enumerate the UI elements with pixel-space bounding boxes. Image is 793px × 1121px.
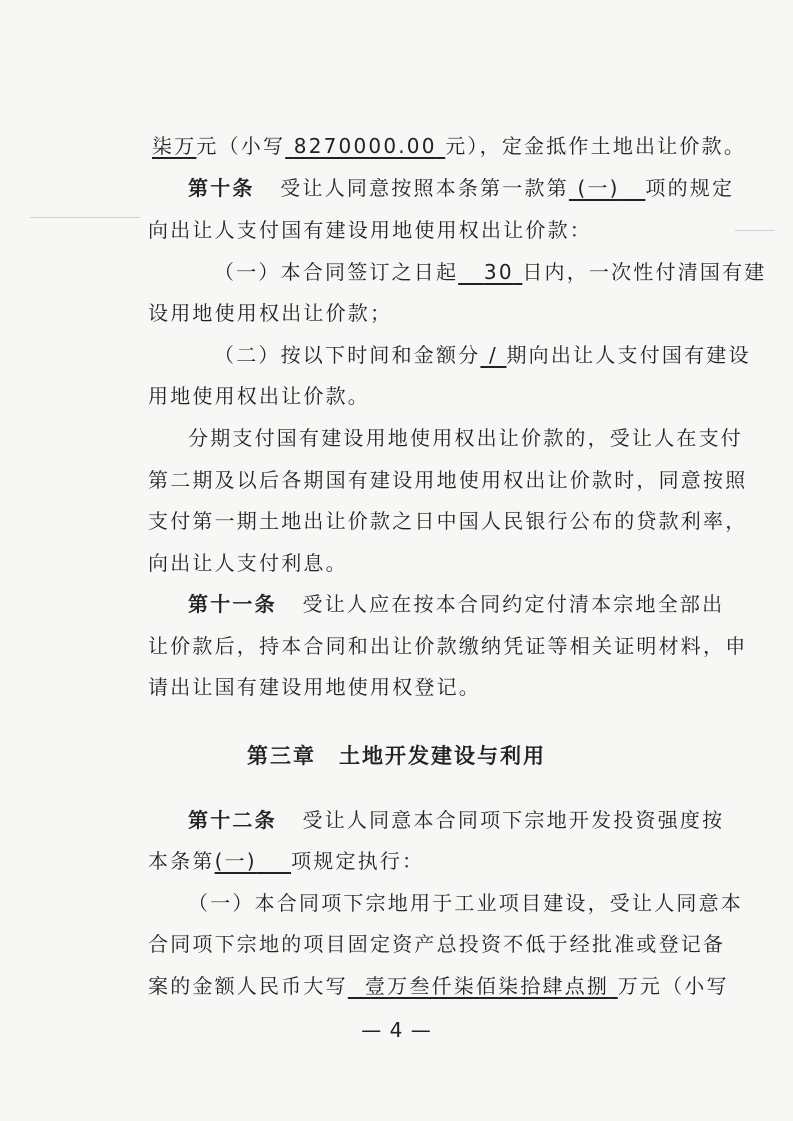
text-line-14: 请出让国有建设用地使用权登记。 bbox=[148, 675, 481, 699]
article-11-heading-line: 第十一条 受让人应在按本合同约定付清本宗地全部出 bbox=[188, 592, 725, 616]
article-12-heading-line: 第十二条 受让人同意本合同项下宗地开发投资强度按 bbox=[188, 808, 725, 832]
text-line-11: 向出让人支付利息。 bbox=[148, 551, 348, 575]
article-10-heading-line: 第十条 受让人同意按照本条第一款第 (一) 项的规定 bbox=[188, 176, 735, 200]
page-number: — 4 — bbox=[361, 1018, 432, 1042]
text-line-7: 用地使用权出让价款。 bbox=[148, 384, 370, 408]
text-line-3: 向出让人支付国有建设用地使用权出让价款： bbox=[148, 218, 592, 242]
text-line-6: （二）按以下时间和金额分 / 期向出让人支付国有建设 bbox=[214, 343, 751, 367]
text-line-1 bbox=[152, 132, 746, 160]
text-line-9: 第二期及以后各期国有建设用地使用权出让价款时，同意按照 bbox=[148, 468, 748, 492]
text-line-5: 设用地使用权出让价款； bbox=[148, 301, 393, 325]
underlined-amount-chinese: 柒万 bbox=[152, 134, 197, 158]
article-10-number: 第十条 bbox=[188, 176, 255, 200]
scan-mark-left bbox=[30, 217, 140, 218]
text-segment: 元（小写 bbox=[196, 134, 286, 158]
scan-mark-right bbox=[735, 230, 775, 231]
text-line-8: 分期支付国有建设用地使用权出让价款的，受让人在支付 bbox=[188, 426, 743, 450]
underlined-investment-amount: 壹万叁仟柒佰柒拾肆点捌 bbox=[364, 974, 610, 998]
article-11-number: 第十一条 bbox=[188, 592, 277, 616]
underlined-option-2: (一) bbox=[214, 849, 257, 873]
article-12-number: 第十二条 bbox=[188, 808, 277, 832]
text-line-13: 让价款后，持本合同和出让价款缴纳凭证等相关证明材料，申 bbox=[148, 634, 748, 658]
text-line-17: （一）本合同项下宗地用于工业项目建设，受让人同意本 bbox=[188, 891, 743, 915]
text-line-4: （一）本合同签订之日起 30 日内，一次性付清国有建 bbox=[214, 260, 767, 284]
underlined-days: 30 bbox=[483, 260, 514, 284]
underlined-option: (一) bbox=[577, 176, 620, 200]
text-line-10: 支付第一期土地出让价款之日中国人民银行公布的贷款利率， bbox=[148, 509, 748, 533]
underlined-installments: / bbox=[488, 343, 498, 367]
chapter-title: 第三章 土地开发建设与利用 bbox=[247, 744, 546, 768]
text-line-19: 案的金额人民币大写 壹万叁仟柒佰柒拾肆点捌 万元（小写 bbox=[148, 974, 729, 998]
underlined-amount-number: 8270000.00 bbox=[293, 134, 437, 158]
text-segment: 元），定金抵作土地出让价款。 bbox=[445, 134, 747, 158]
text-line-16: 本条第(一) 项规定执行： bbox=[148, 849, 425, 873]
text-line-18: 合同项下宗地的项目固定资产总投资不低于经批准或登记备 bbox=[148, 932, 726, 956]
